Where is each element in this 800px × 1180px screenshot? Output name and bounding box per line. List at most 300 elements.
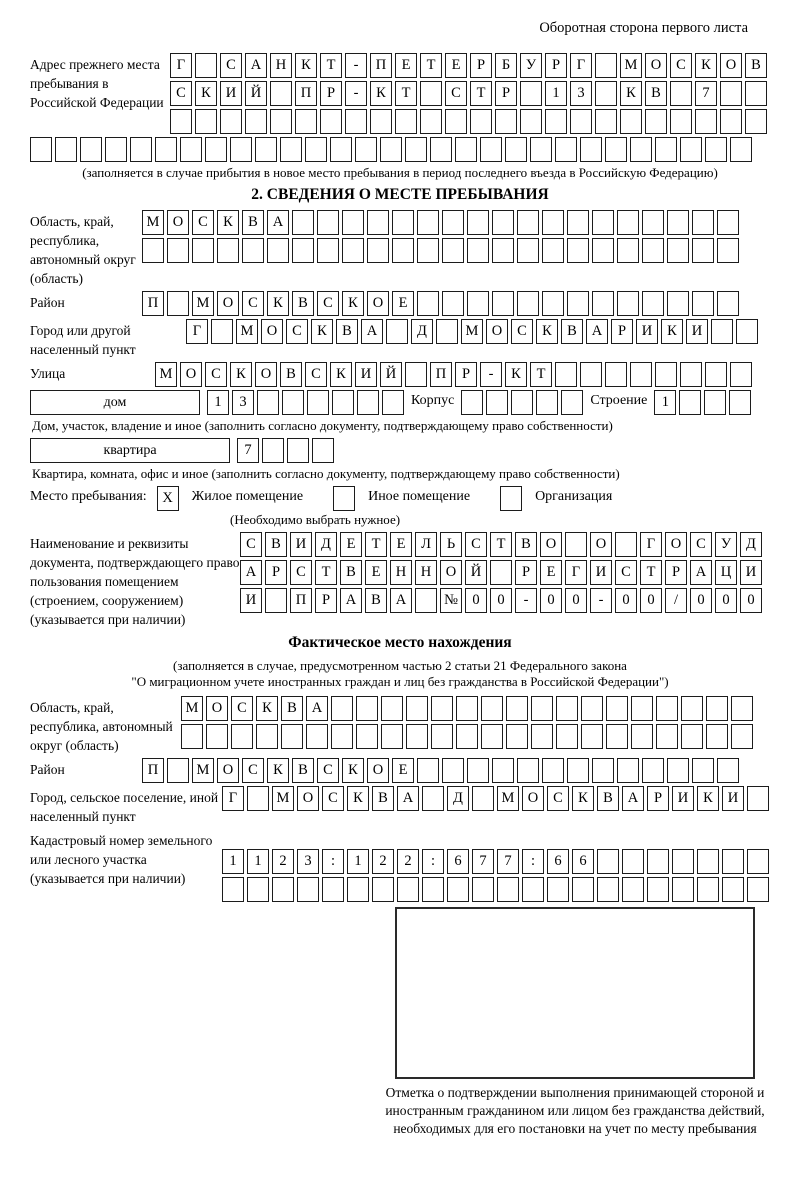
char-cell[interactable]: К [342,758,364,783]
char-cell[interactable]: 3 [570,81,592,106]
empty-cell[interactable] [642,210,664,235]
char-cell[interactable]: К [267,291,289,316]
char-cell[interactable]: О [255,362,277,387]
empty-cell[interactable] [342,210,364,235]
empty-cell[interactable] [500,486,522,511]
char-cell[interactable]: С [511,319,533,344]
empty-cell[interactable] [517,758,539,783]
char-cell[interactable]: В [242,210,264,235]
empty-cell[interactable] [720,81,742,106]
char-cell[interactable]: К [267,758,289,783]
empty-cell[interactable] [420,81,442,106]
char-cell[interactable]: Р [515,560,537,585]
char-cell[interactable]: Н [390,560,412,585]
empty-cell[interactable] [617,238,639,263]
empty-cell[interactable] [472,877,494,902]
empty-cell[interactable] [622,849,644,874]
empty-cell[interactable] [536,390,558,415]
char-cell[interactable]: М [272,786,294,811]
char-cell[interactable]: Г [640,532,662,557]
char-cell[interactable]: С [242,758,264,783]
empty-cell[interactable] [456,724,478,749]
char-cell[interactable]: Р [265,560,287,585]
char-cell[interactable]: К [230,362,252,387]
empty-cell[interactable] [405,137,427,162]
char-cell[interactable]: С [192,210,214,235]
empty-cell[interactable] [647,877,669,902]
empty-cell[interactable] [720,109,742,134]
empty-cell[interactable] [556,724,578,749]
char-cell[interactable]: И [290,532,312,557]
char-cell[interactable]: К [256,696,278,721]
empty-cell[interactable] [692,238,714,263]
char-cell[interactable]: В [340,560,362,585]
empty-cell[interactable] [704,390,726,415]
char-cell[interactable]: К [347,786,369,811]
empty-cell[interactable] [670,81,692,106]
char-cell[interactable]: А [397,786,419,811]
char-cell[interactable]: В [292,758,314,783]
empty-cell[interactable] [506,724,528,749]
char-cell[interactable]: К [370,81,392,106]
empty-cell[interactable] [565,532,587,557]
empty-cell[interactable] [606,724,628,749]
empty-cell[interactable] [555,362,577,387]
char-cell[interactable]: А [690,560,712,585]
char-cell[interactable]: С [205,362,227,387]
empty-cell[interactable] [567,291,589,316]
empty-cell[interactable] [717,238,739,263]
char-cell[interactable]: О [217,758,239,783]
empty-cell[interactable] [556,696,578,721]
char-cell[interactable]: - [345,81,367,106]
empty-cell[interactable] [292,210,314,235]
char-cell[interactable]: П [430,362,452,387]
empty-cell[interactable] [680,137,702,162]
char-cell[interactable]: С [240,532,262,557]
empty-cell[interactable] [245,109,267,134]
empty-cell[interactable] [330,137,352,162]
empty-cell[interactable] [205,137,227,162]
char-cell[interactable]: М [461,319,483,344]
empty-cell[interactable] [281,724,303,749]
empty-cell[interactable] [517,238,539,263]
empty-cell[interactable] [312,438,334,463]
char-cell[interactable]: Т [490,532,512,557]
char-cell[interactable]: И [220,81,242,106]
char-cell[interactable]: 7 [497,849,519,874]
char-cell[interactable]: И [240,588,262,613]
char-cell[interactable]: К [620,81,642,106]
empty-cell[interactable] [417,210,439,235]
empty-cell[interactable] [231,724,253,749]
empty-cell[interactable] [542,291,564,316]
empty-cell[interactable] [667,291,689,316]
empty-cell[interactable] [397,877,419,902]
empty-cell[interactable] [606,696,628,721]
empty-cell[interactable] [631,696,653,721]
char-cell[interactable]: 6 [547,849,569,874]
empty-cell[interactable] [667,238,689,263]
char-cell[interactable]: О [167,210,189,235]
empty-cell[interactable] [405,362,427,387]
char-cell[interactable]: К [572,786,594,811]
char-cell[interactable]: В [515,532,537,557]
empty-cell[interactable] [692,758,714,783]
char-cell[interactable]: М [181,696,203,721]
empty-cell[interactable] [542,210,564,235]
empty-cell[interactable] [706,724,728,749]
empty-cell[interactable] [692,210,714,235]
empty-cell[interactable] [667,758,689,783]
empty-cell[interactable] [167,291,189,316]
char-cell[interactable]: О [590,532,612,557]
char-cell[interactable]: 0 [640,588,662,613]
char-cell[interactable]: 0 [715,588,737,613]
empty-cell[interactable] [495,109,517,134]
empty-cell[interactable] [370,109,392,134]
char-cell[interactable]: С [317,758,339,783]
char-cell[interactable]: 3 [232,390,254,415]
empty-cell[interactable] [142,238,164,263]
char-cell[interactable]: Е [365,560,387,585]
char-cell[interactable]: И [740,560,762,585]
char-cell[interactable]: 2 [272,849,294,874]
char-cell[interactable]: Г [170,53,192,78]
empty-cell[interactable] [595,109,617,134]
char-cell[interactable]: К [195,81,217,106]
empty-cell[interactable] [415,588,437,613]
empty-cell[interactable] [642,758,664,783]
empty-cell[interactable] [580,362,602,387]
empty-cell[interactable] [422,786,444,811]
empty-cell[interactable] [631,724,653,749]
empty-cell[interactable] [655,137,677,162]
empty-cell[interactable] [505,137,527,162]
char-cell[interactable]: 0 [565,588,587,613]
char-cell[interactable]: Р [320,81,342,106]
char-cell[interactable]: В [597,786,619,811]
empty-cell[interactable] [717,291,739,316]
empty-cell[interactable] [306,724,328,749]
empty-cell[interactable] [256,724,278,749]
empty-cell[interactable] [705,137,727,162]
empty-cell[interactable] [617,210,639,235]
empty-cell[interactable] [195,109,217,134]
empty-cell[interactable] [581,724,603,749]
empty-cell[interactable] [333,486,355,511]
empty-cell[interactable] [517,210,539,235]
empty-cell[interactable] [211,319,233,344]
char-cell[interactable]: А [361,319,383,344]
char-cell[interactable]: И [355,362,377,387]
char-cell[interactable]: Т [640,560,662,585]
char-cell[interactable]: И [636,319,658,344]
empty-cell[interactable] [680,362,702,387]
char-cell[interactable]: - [515,588,537,613]
empty-cell[interactable] [605,137,627,162]
empty-cell[interactable] [297,877,319,902]
char-cell[interactable]: О [297,786,319,811]
char-cell[interactable]: Б [495,53,517,78]
char-cell[interactable]: Т [365,532,387,557]
char-cell[interactable]: 1 [545,81,567,106]
empty-cell[interactable] [731,724,753,749]
char-cell[interactable]: П [370,53,392,78]
empty-cell[interactable] [597,877,619,902]
empty-cell[interactable] [270,109,292,134]
empty-cell[interactable] [195,53,217,78]
empty-cell[interactable] [472,786,494,811]
empty-cell[interactable] [647,849,669,874]
empty-cell[interactable] [615,532,637,557]
char-cell[interactable]: П [142,291,164,316]
char-cell[interactable]: 1 [222,849,244,874]
char-cell[interactable]: О [180,362,202,387]
char-cell[interactable]: Н [270,53,292,78]
empty-cell[interactable] [442,758,464,783]
empty-cell[interactable] [520,81,542,106]
char-cell[interactable]: С [231,696,253,721]
empty-cell[interactable] [672,849,694,874]
char-cell[interactable]: А [267,210,289,235]
empty-cell[interactable] [531,724,553,749]
empty-cell[interactable] [697,849,719,874]
empty-cell[interactable] [287,438,309,463]
empty-cell[interactable] [717,210,739,235]
char-cell[interactable]: Е [540,560,562,585]
empty-cell[interactable] [747,877,769,902]
empty-cell[interactable] [347,877,369,902]
empty-cell[interactable] [522,877,544,902]
empty-cell[interactable] [272,877,294,902]
char-cell[interactable]: 3 [297,849,319,874]
char-cell[interactable]: С [465,532,487,557]
empty-cell[interactable] [331,724,353,749]
empty-cell[interactable] [645,109,667,134]
char-cell[interactable]: С [286,319,308,344]
empty-cell[interactable] [380,137,402,162]
empty-cell[interactable] [729,390,751,415]
empty-cell[interactable] [695,109,717,134]
empty-cell[interactable] [711,319,733,344]
empty-cell[interactable] [630,362,652,387]
empty-cell[interactable] [730,137,752,162]
char-cell[interactable]: М [236,319,258,344]
char-cell[interactable]: О [261,319,283,344]
empty-cell[interactable] [656,724,678,749]
char-cell[interactable]: О [645,53,667,78]
empty-cell[interactable] [670,109,692,134]
char-cell[interactable]: Л [415,532,437,557]
char-cell[interactable]: П [295,81,317,106]
empty-cell[interactable] [395,109,417,134]
char-cell[interactable]: М [497,786,519,811]
char-cell[interactable]: Д [740,532,762,557]
empty-cell[interactable] [492,291,514,316]
empty-cell[interactable] [520,109,542,134]
empty-cell[interactable] [456,696,478,721]
empty-cell[interactable] [592,758,614,783]
empty-cell[interactable] [307,390,329,415]
char-cell[interactable]: У [715,532,737,557]
char-cell[interactable]: К [217,210,239,235]
empty-cell[interactable] [467,758,489,783]
char-cell[interactable]: Т [320,53,342,78]
char-cell[interactable]: 7 [237,438,259,463]
empty-cell[interactable] [206,724,228,749]
empty-cell[interactable] [531,696,553,721]
empty-cell[interactable] [255,137,277,162]
char-cell[interactable]: К [697,786,719,811]
char-cell[interactable]: С [445,81,467,106]
char-cell[interactable]: Р [647,786,669,811]
char-cell[interactable]: В [292,291,314,316]
empty-cell[interactable] [620,109,642,134]
empty-cell[interactable] [481,696,503,721]
char-cell[interactable]: К [342,291,364,316]
char-cell[interactable]: О [367,291,389,316]
empty-cell[interactable] [345,109,367,134]
char-cell[interactable]: А [390,588,412,613]
char-cell[interactable]: 0 [615,588,637,613]
char-cell[interactable]: С [170,81,192,106]
empty-cell[interactable] [331,696,353,721]
empty-cell[interactable] [317,210,339,235]
empty-cell[interactable] [192,238,214,263]
empty-cell[interactable] [492,758,514,783]
char-cell[interactable]: Е [392,758,414,783]
empty-cell[interactable] [30,137,52,162]
empty-cell[interactable] [422,877,444,902]
char-cell[interactable]: П [290,588,312,613]
empty-cell[interactable] [722,849,744,874]
char-cell[interactable]: Г [570,53,592,78]
empty-cell[interactable] [247,786,269,811]
empty-cell[interactable] [490,560,512,585]
empty-cell[interactable] [655,362,677,387]
char-cell[interactable]: М [620,53,642,78]
empty-cell[interactable] [180,137,202,162]
empty-cell[interactable] [595,81,617,106]
char-cell[interactable]: Д [411,319,433,344]
char-cell[interactable]: Р [611,319,633,344]
char-cell[interactable]: Ь [440,532,462,557]
char-cell[interactable]: Г [222,786,244,811]
empty-cell[interactable] [547,877,569,902]
empty-cell[interactable] [480,137,502,162]
empty-cell[interactable] [706,696,728,721]
empty-cell[interactable] [580,137,602,162]
empty-cell[interactable] [267,238,289,263]
char-cell[interactable]: В [336,319,358,344]
char-cell[interactable]: 0 [490,588,512,613]
empty-cell[interactable] [417,291,439,316]
char-cell[interactable]: Р [470,53,492,78]
char-cell[interactable]: П [142,758,164,783]
empty-cell[interactable] [517,291,539,316]
char-cell[interactable]: А [622,786,644,811]
char-cell[interactable]: А [586,319,608,344]
char-cell[interactable]: 0 [540,588,562,613]
char-cell[interactable]: С [242,291,264,316]
empty-cell[interactable] [55,137,77,162]
empty-cell[interactable] [155,137,177,162]
char-cell[interactable]: А [306,696,328,721]
char-cell[interactable]: / [665,588,687,613]
empty-cell[interactable] [262,438,284,463]
char-cell[interactable]: Р [495,81,517,106]
empty-cell[interactable] [717,758,739,783]
char-cell[interactable]: № [440,588,462,613]
empty-cell[interactable] [105,137,127,162]
char-cell[interactable]: Р [545,53,567,78]
char-cell[interactable]: К [311,319,333,344]
char-cell[interactable]: Д [447,786,469,811]
empty-cell[interactable] [511,390,533,415]
empty-cell[interactable] [470,109,492,134]
empty-cell[interactable] [630,137,652,162]
empty-cell[interactable] [342,238,364,263]
empty-cell[interactable] [442,291,464,316]
char-cell[interactable]: Е [390,532,412,557]
empty-cell[interactable] [242,238,264,263]
empty-cell[interactable] [320,109,342,134]
char-cell[interactable]: С [317,291,339,316]
char-cell[interactable]: 6 [572,849,594,874]
empty-cell[interactable] [431,696,453,721]
empty-cell[interactable] [447,877,469,902]
char-cell[interactable]: 0 [740,588,762,613]
char-cell[interactable]: 7 [695,81,717,106]
char-cell[interactable]: О [522,786,544,811]
empty-cell[interactable] [305,137,327,162]
empty-cell[interactable] [681,724,703,749]
char-cell[interactable]: В [561,319,583,344]
char-cell[interactable]: 7 [472,849,494,874]
char-cell[interactable]: Т [395,81,417,106]
empty-cell[interactable] [492,238,514,263]
char-cell[interactable]: 2 [397,849,419,874]
empty-cell[interactable] [622,877,644,902]
empty-cell[interactable] [217,238,239,263]
char-cell[interactable]: Е [340,532,362,557]
empty-cell[interactable] [570,109,592,134]
char-cell[interactable]: 1 [347,849,369,874]
empty-cell[interactable] [572,877,594,902]
char-cell[interactable]: - [590,588,612,613]
char-cell[interactable]: О [367,758,389,783]
empty-cell[interactable] [317,238,339,263]
char-cell[interactable]: О [540,532,562,557]
empty-cell[interactable] [747,786,769,811]
empty-cell[interactable] [642,238,664,263]
char-cell[interactable]: К [695,53,717,78]
char-cell[interactable]: В [365,588,387,613]
empty-cell[interactable] [445,109,467,134]
char-cell[interactable]: У [520,53,542,78]
empty-cell[interactable] [292,238,314,263]
char-cell[interactable]: С [322,786,344,811]
empty-cell[interactable] [332,390,354,415]
empty-cell[interactable] [542,238,564,263]
char-cell[interactable]: С [690,532,712,557]
char-cell[interactable]: В [645,81,667,106]
empty-cell[interactable] [222,877,244,902]
char-cell[interactable]: И [590,560,612,585]
char-cell[interactable]: А [340,588,362,613]
empty-cell[interactable] [436,319,458,344]
